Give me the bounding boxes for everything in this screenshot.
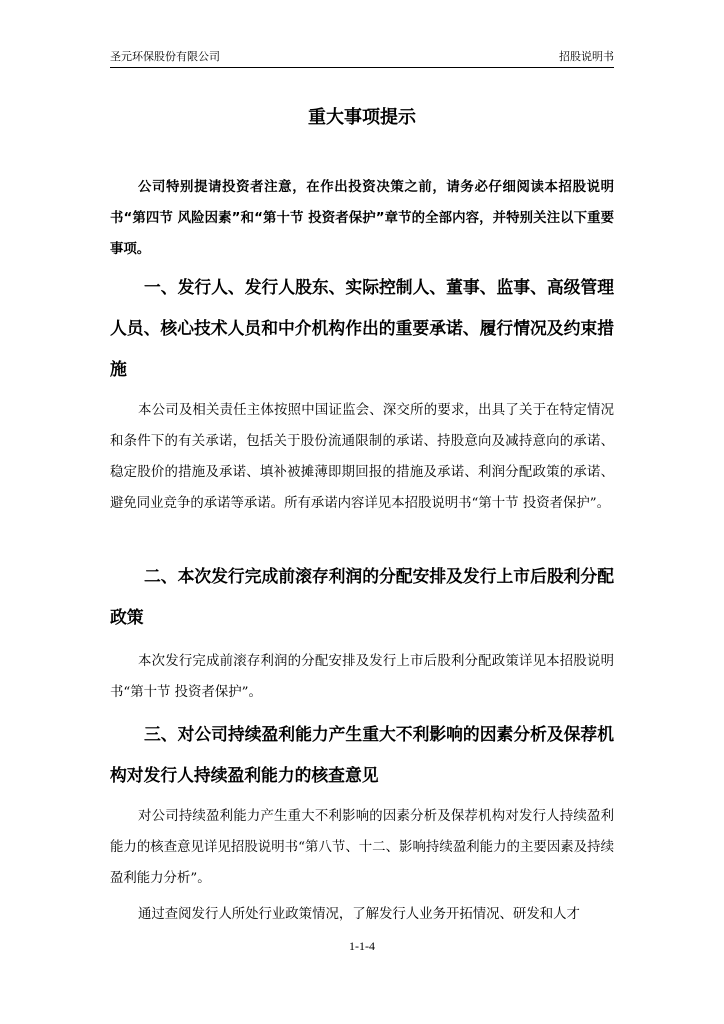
section-2-heading: 二、本次发行完成前滚存利润的分配安排及发行上市后股利分配政策: [110, 566, 614, 627]
section-1-heading: 一、发行人、发行人股东、实际控制人、董事、监事、高级管理人员、核心技术人员和中介机构作出的重要承诺、履行情况及约束措施: [110, 277, 614, 379]
section-2-body: 本次发行完成前滚存利润的分配安排及发行上市后股利分配政策详见本招股说明书“第十节 投资者保护”。: [110, 654, 614, 700]
page-title: 重大事项提示: [308, 107, 416, 128]
section-3-body: 对公司持续盈利能力产生重大不利影响的因素分析及保荐机构对发行人持续盈利能力的核查意见详见招股说明书“第八节、十二、影响持续盈利能力的主要因素及持续盈利能力分析”。: [110, 809, 614, 886]
header-document-type: 招股说明书: [559, 50, 614, 63]
section-1-body: 本公司及相关责任主体按照中国证监会、深交所的要求，出具了关于在特定情况和条件下的有关承诺，包括关于股份流通限制的承诺、持股意向及减持意向的承诺、稳定股价的措施及承诺、填补被摊薄即期回报的措施及承诺、利润分配政策的承诺、避免同业竞争的承诺等承诺。所有承诺内容详见本招股说明书“第十节 投资者保护”。: [110, 403, 614, 511]
page-number: 1-1-4: [349, 939, 375, 953]
section-3-heading: 三、对公司持续盈利能力产生重大不利影响的因素分析及保荐机构对发行人持续盈利能力的核查意见: [110, 724, 614, 785]
page-header: [110, 49, 614, 68]
header-company-name: 圣元环保股份有限公司: [110, 50, 220, 63]
section-3-body-continued: 通过查阅发行人所处行业政策情况，了解发行人业务开拓情况、研发和人才: [138, 907, 580, 922]
intro-paragraph: 公司特别提请投资者注意，在作出投资决策之前，请务必仔细阅读本招股说明书“第四节 风险因素”和“第十节 投资者保护”章节的全部内容，并特别关注以下重要事项。: [110, 180, 614, 257]
